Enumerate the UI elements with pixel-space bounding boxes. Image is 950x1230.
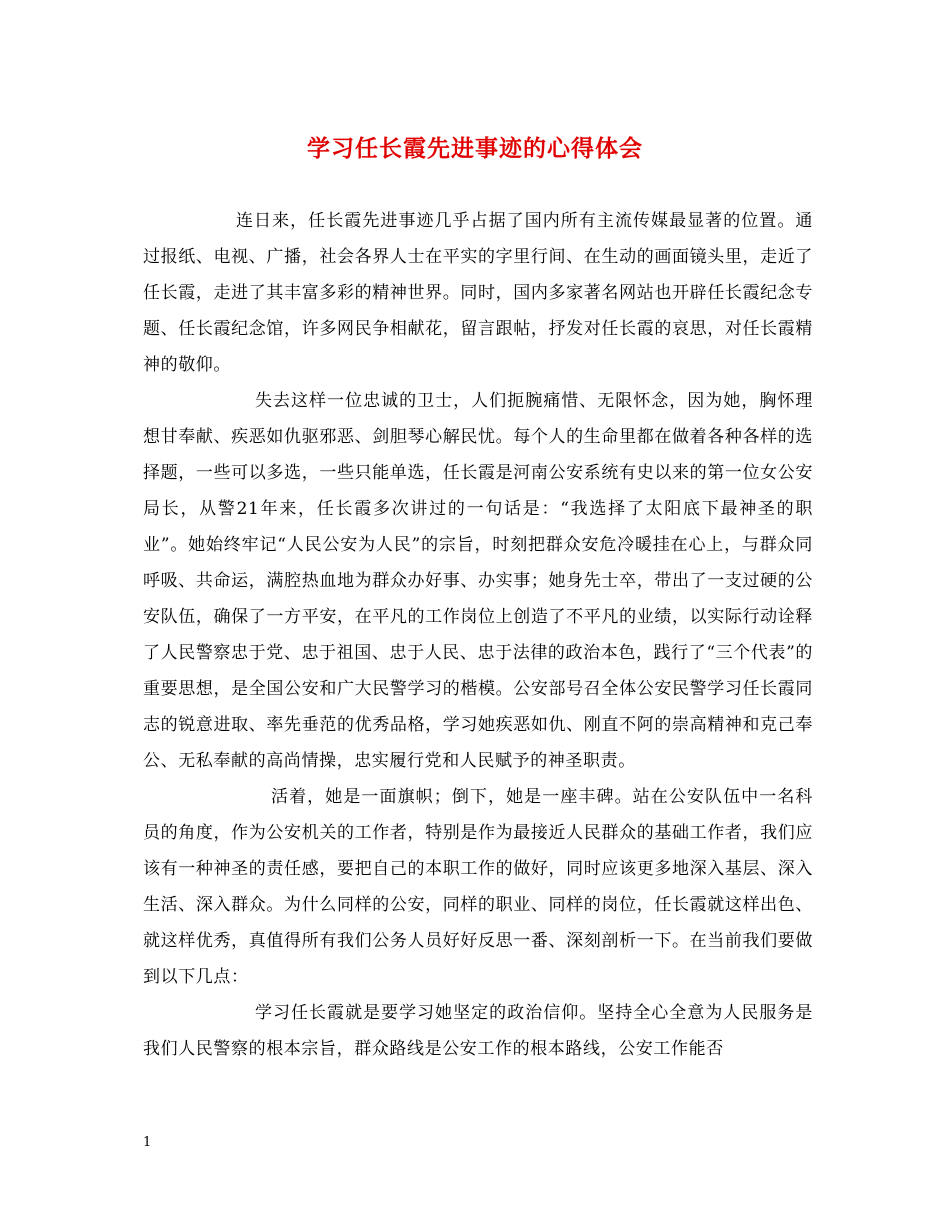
document-title: 学习任长霞先进事迹的心得体会 <box>307 135 643 162</box>
paragraph-4: 学习任长霞就是要学习她坚定的政治信仰。坚持全心全意为人民服务是我们人民警察的根本宗旨，群众路线是公安工作的根本路线，公安工作能否 <box>143 1003 813 1059</box>
paragraph-2: 失去这样一位忠诚的卫士，人们扼腕痛惜、无限怀念，因为她，胸怀理想甘奉献、疾恶如仇驱邪恶、剑胆琴心解民忧。每个人的生命里都在做着各种各样的选择题，一些可以多选，一些只能单选，任长霞是河南公安系统有史以来的第一位女公安局长，从警21年来，任长霞多次讲过的一句话是：“我选择了太阳底下最神圣的职业”。她始终牢记“人民公安为人民”的宗旨，时刻把群众安危冷暖挂在心上，与群众同呼吸、共命运，满腔热血地为群众办好事、办实事；她身先士卒，带出了一支过硬的公安队伍，确保了一方平安，在平凡的工作岗位上创造了不平凡的业绩，以实际行动诠释了人民警察忠于党、忠于祖国、忠于人民、忠于法律的政治本色，践行了“三个代表”的重要思想，是全国公安和广大民警学习的楷模。公安部号召全体公安民警学习任长霞同志的锐意进取、率先垂范的优秀品格，学习她疾恶如仇、刚直不阿的崇高精神和克己奉公、无私奉献的高尚情操，忠实履行党和人民赋予的神圣职责。 <box>143 391 813 771</box>
document-body <box>143 203 813 1067</box>
paragraph-3: 活着，她是一面旗帜；倒下，她是一座丰碑。站在公安队伍中一名科员的角度，作为公安机关的工作者，特别是作为最接近人民群众的基础工作者，我们应该有一种神圣的责任感，要把自己的本职工作的做好，同时应该更多地深入基层、深入生活、深入群众。为什么同样的公安，同样的职业、同样的岗位，任长霞就这样出色、就这样优秀，真值得所有我们公务人员好好反思一番、深刻剖析一下。在当前我们要做到以下几点： <box>143 787 813 987</box>
paragraph-1: 连日来，任长霞先进事迹几乎占据了国内所有主流传媒最显著的位置。通过报纸、电视、广播，社会各界人士在平实的字里行间、在生动的画面镜头里，走近了任长霞，走进了其丰富多彩的精神世界。同时，国内多家著名网站也开辟任长霞纪念专题、任长霞纪念馆，许多网民争相献花，留言跟帖，抒发对任长霞的哀思，对任长霞精神的敬仰。 <box>143 211 813 375</box>
page-number: 1 <box>143 1135 152 1150</box>
